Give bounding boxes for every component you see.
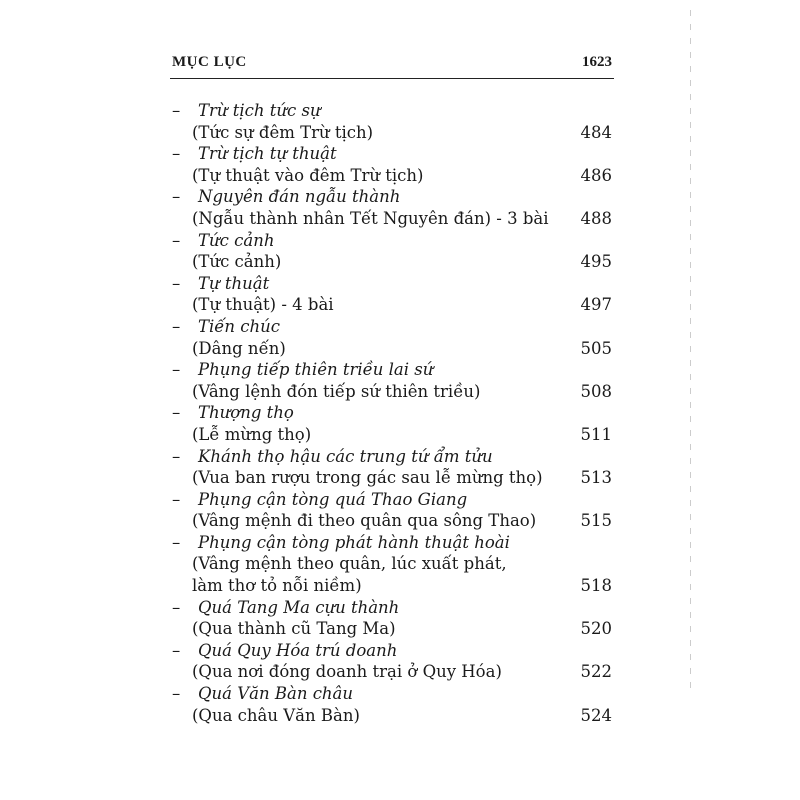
toc-translation: (Qua châu Văn Bàn) [192,705,360,725]
dash-marker: – [172,446,181,466]
toc-page-number: 524 [580,705,612,725]
toc-translation: (Tự thuật) - 4 bài [192,295,334,315]
toc-translation: (Vâng mệnh đi theo quân qua sông Thao) [192,511,537,531]
toc-title-line [172,359,612,381]
toc-translation-line [172,251,612,273]
toc-page-number: 511 [580,424,612,444]
toc-entry [172,273,612,316]
toc-title-line [172,683,612,705]
toc-translation: (Tự thuật vào đêm Trừ tịch) [192,165,424,185]
toc-title-line [172,597,612,619]
page-header [172,52,612,76]
toc-title: Quá Tang Ma cựu thành [198,597,400,617]
header-rule [170,78,614,79]
toc-title-line [172,230,612,252]
toc-translation: (Vâng lệnh đón tiếp sứ thiên triều) [192,381,481,401]
toc-title: Thượng thọ [198,403,294,423]
toc-entry [172,316,612,359]
toc-title-line [172,186,612,208]
toc-entry [172,489,612,532]
toc-title: Tiến chúc [198,316,281,336]
toc-entry [172,683,612,726]
toc-title-line [172,640,612,662]
toc-page-number: 497 [580,295,612,315]
dash-marker: – [172,360,181,380]
toc-entry [172,143,612,186]
dash-marker: – [172,187,181,207]
toc-translation: (Qua nơi đóng doanh trại ở Quy Hóa) [192,662,502,682]
toc-translation-line [172,553,612,575]
toc-translation: (Tức cảnh) [192,252,282,272]
toc-entry [172,640,612,683]
toc-page-number: 518 [580,576,612,596]
toc-page-number: 505 [580,338,612,358]
toc-page-number: 520 [580,619,612,639]
toc-entry [172,230,612,273]
toc-translation: (Tức sự đêm Trừ tịch) [192,122,374,142]
toc-title: Quá Văn Bàn châu [198,684,354,704]
toc-page-number: 508 [580,381,612,401]
toc-page-number: 484 [580,122,612,142]
page-number: 1623 [582,54,612,70]
toc-translation-line [172,338,612,360]
dash-marker: – [172,230,181,250]
toc-title-line [172,273,612,295]
toc-entry [172,532,612,597]
dash-marker: – [172,101,181,120]
toc-translation-line [172,208,612,230]
toc-page-number: 486 [580,165,612,185]
toc-title-line [172,143,612,165]
dash-marker: – [172,273,181,293]
toc-translation: (Dâng nến) [192,338,286,358]
toc-translation-line [172,424,612,446]
toc-translation-line [172,294,612,316]
dash-marker: – [172,684,181,704]
toc-translation-line [172,467,612,489]
toc-translation: (Ngẫu thành nhân Tết Nguyên đán) - 3 bài [192,208,549,228]
toc-title-line [172,532,612,554]
toc-title: Tự thuật [198,273,270,293]
toc-title: Quá Quy Hóa trú doanh [198,640,398,660]
toc-translation-line [172,705,612,727]
toc-title: Phụng cận tòng phát hành thuật hoài [198,532,510,552]
toc-translation-line [172,510,612,532]
toc-translation-line [172,575,612,597]
toc-title-line [172,489,612,511]
toc-title: Khánh thọ hậu các trung tứ ẩm tửu [198,446,493,466]
toc-title: Phụng tiếp thiên triều lai sứ [198,360,434,380]
toc-entry [172,446,612,489]
section-title: MỤC LỤC [172,54,247,70]
dash-marker: – [172,489,181,509]
dash-marker: – [172,597,181,617]
toc-translation-line [172,618,612,640]
dash-marker: – [172,640,181,660]
toc-page-number: 495 [580,252,612,272]
toc-list [172,100,612,726]
toc-translation-line [172,165,612,187]
toc-title: Trừ tịch tự thuật [198,144,337,164]
toc-title-line [172,402,612,424]
dash-marker: – [172,144,181,164]
toc-page-number: 488 [580,208,612,228]
toc-translation: (Qua thành cũ Tang Ma) [192,619,396,639]
toc-title: Tức cảnh [198,230,275,250]
dash-marker: – [172,403,181,423]
toc-title-line [172,446,612,468]
toc-entry [172,402,612,445]
dash-marker: – [172,316,181,336]
toc-page-number: 513 [580,468,612,488]
toc-translation: làm thơ tỏ nỗi niềm) [192,576,362,596]
toc-translation-line [172,381,612,403]
toc-title-line [172,100,612,122]
toc-entry [172,186,612,229]
toc-translation: (Lễ mừng thọ) [192,424,312,444]
toc-page-number: 522 [580,662,612,682]
toc-page-number: 515 [580,511,612,531]
toc-translation: (Vua ban rượu trong gác sau lễ mừng thọ) [192,468,543,488]
toc-title: Trừ tịch tức sự [198,101,321,120]
toc-title-line [172,316,612,338]
dash-marker: – [172,532,181,552]
toc-entry [172,359,612,402]
toc-entry [172,597,612,640]
toc-translation-line [172,661,612,683]
toc-entry [172,100,612,143]
toc-title: Phụng cận tòng quá Thao Giang [198,489,468,509]
toc-translation: (Vâng mệnh theo quân, lúc xuất phát, [192,554,507,574]
toc-title: Nguyên đán ngẫu thành [198,187,401,207]
toc-translation-line [172,122,612,144]
margin-mark [690,10,691,690]
